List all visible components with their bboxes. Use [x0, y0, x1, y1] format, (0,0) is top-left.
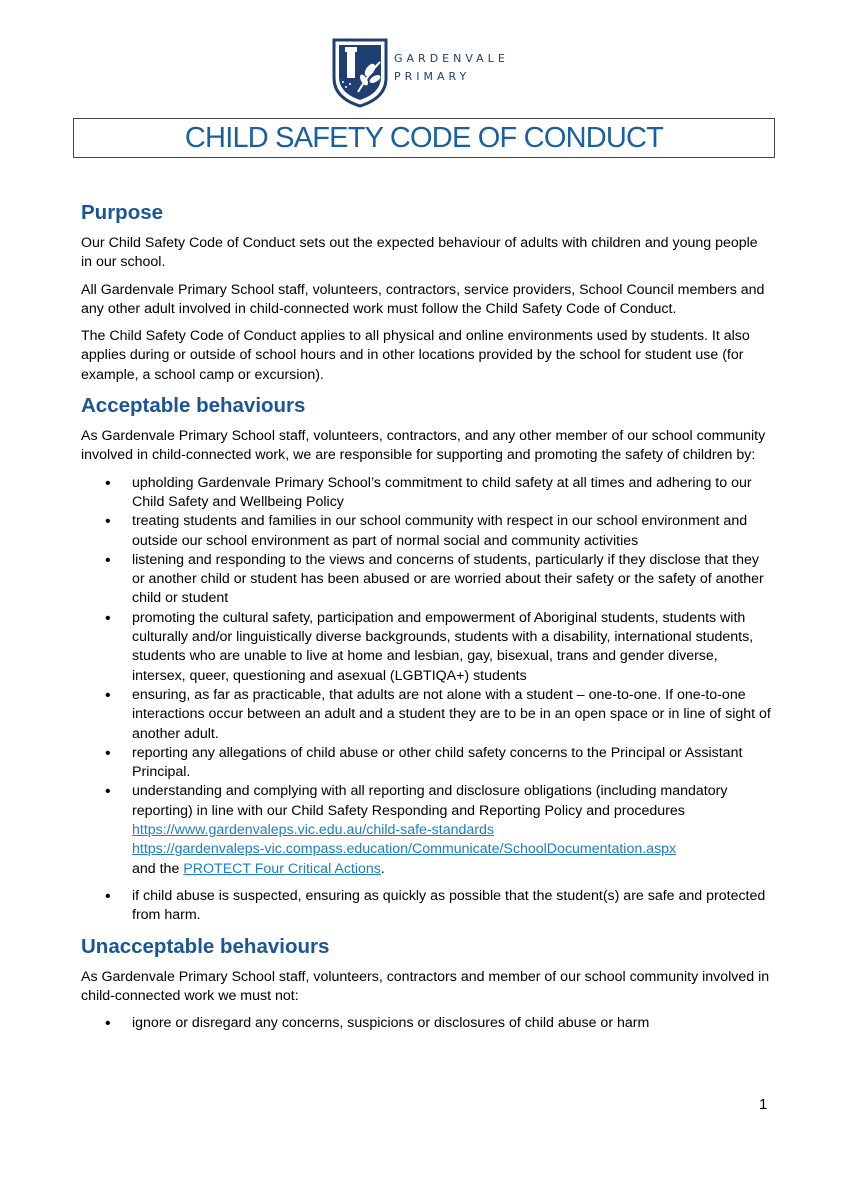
list-item-reporting	[81, 782, 771, 878]
reporting-text: understanding and complying with all reporting and disclosure obligations (including mandatory reporting) in line with our Child Safety Responding and Reporting Policy and procedures	[132, 783, 728, 819]
acceptable-intro: As Gardenvale Primary School staff, volunteers, contractors, and any other member of our school community involved in child-connected work, we are responsible for supporting and promoting the safety of children by:	[81, 428, 766, 464]
period-text: .	[380, 860, 385, 877]
document-title: CHILD SAFETY CODE OF CONDUCT	[184, 121, 664, 154]
unacceptable-list	[81, 1014, 771, 1033]
acceptable-list	[81, 474, 771, 926]
list-item: • treating students and families in our school community with respect in our school environment and outside our school environment as part of normal social and community activities	[81, 512, 771, 551]
list-item: • if child abuse is suspected, ensuring as quickly as possible that the student(s) are safe and protected from harm.	[81, 887, 771, 926]
unacceptable-intro: As Gardenvale Primary School staff, volunteers, contractors and member of our school community involved in child-connected work we must not:	[81, 968, 770, 1004]
protect-actions-link[interactable]: PROTECT Four Critical Actions	[183, 860, 381, 877]
child-safe-standards-link[interactable]: https://www.gardenvaleps.vic.edu.au/child-safe-standards	[132, 822, 494, 839]
logo-wordmark	[394, 50, 509, 86]
purpose-heading: Purpose	[81, 201, 164, 224]
page-number: 1	[759, 1096, 768, 1113]
list-item: • listening and responding to the views and concerns of students, particularly if they disclose that they or another child or student has been abused or are worried about their safety or the safety of another child or student	[81, 551, 771, 609]
school-documentation-link[interactable]: https://gardenvaleps-vic.compass.education/Communicate/SchoolDocumentation.aspx	[132, 841, 677, 858]
unacceptable-heading: Unacceptable behaviours	[81, 934, 330, 958]
title-box	[73, 118, 775, 158]
list-item: • promoting the cultural safety, participation and empowerment of Aboriginal students, students with culturally and/or linguistically diverse backgrounds, students with a disability, international students, students who are unable to live at home and lesbian, gay, bisexual, trans and gender diverse, intersex, queer, questioning and asexual (LGBTIQA+) students	[81, 609, 771, 686]
and-the-text: and the	[132, 860, 184, 877]
list-item: • ignore or disregard any concerns, suspicions or disclosures of child abuse or harm	[81, 1014, 771, 1033]
document-body	[81, 200, 771, 1041]
purpose-paragraph: Our Child Safety Code of Conduct sets out the expected behaviour of adults with children and young people in our school.	[81, 235, 758, 271]
list-item: • ensuring, as far as practicable, that adults are not alone with a student – one-to-one. If one-to-one interactions occur between an adult and a student they are to be in an open space or in line of sight of another adult.	[81, 686, 771, 744]
list-item: • reporting any allegations of child abuse or other child safety concerns to the Principal or Assistant Principal.	[81, 744, 771, 783]
purpose-paragraph: All Gardenvale Primary School staff, volunteers, contractors, service providers, School Council members and any other adult involved in child-connected work must follow the Child Safety Code of Conduct.	[81, 281, 765, 317]
logo-line-2: PRIMARY	[394, 70, 471, 83]
acceptable-heading: Acceptable behaviours	[81, 394, 306, 418]
school-crest-icon	[330, 32, 390, 108]
school-logo	[330, 32, 530, 108]
purpose-paragraph: The Child Safety Code of Conduct applies to all physical and online environments used by students. It also applies during or outside of school hours and in other locations provided by the school for student use (for example, a school camp or excursion).	[81, 328, 750, 383]
logo-line-1: GARDENVALE	[394, 52, 509, 65]
list-item: • upholding Gardenvale Primary School’s commitment to child safety at all times and adhering to our Child Safety and Wellbeing Policy	[81, 474, 771, 513]
